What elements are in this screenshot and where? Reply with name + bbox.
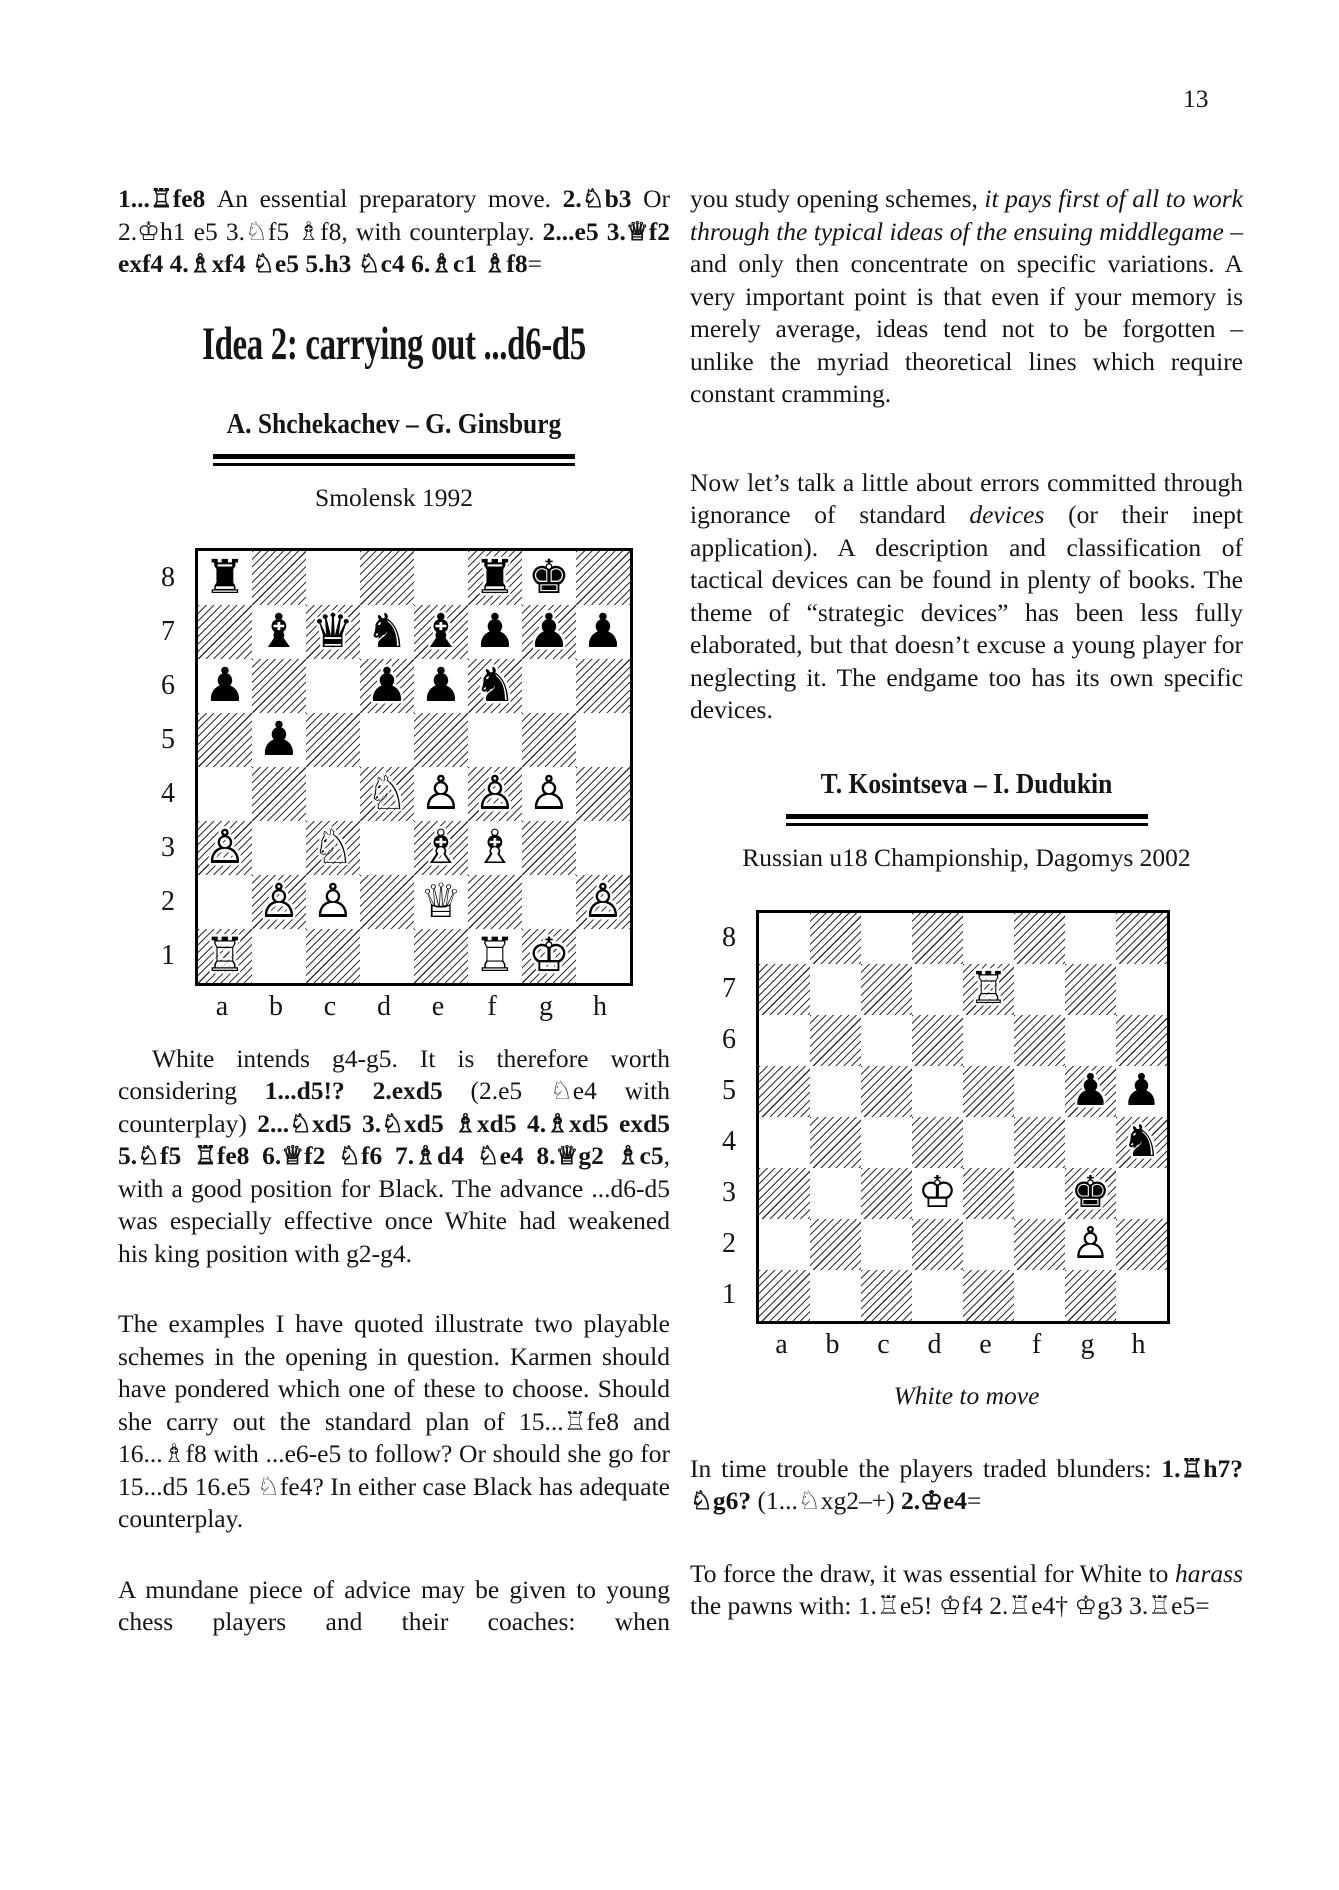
square-c7 xyxy=(306,605,360,659)
rank-label-1: 1 xyxy=(722,1279,736,1310)
file-label-e: e xyxy=(431,990,445,1022)
square-g1 xyxy=(1065,1270,1116,1321)
square-a8 xyxy=(759,913,810,964)
text-run: An essential preparatory move. xyxy=(216,184,563,213)
square-f3 xyxy=(1014,1168,1065,1219)
square-g4 xyxy=(1065,1117,1116,1168)
black-pawn-piece: ♟ xyxy=(419,658,463,713)
file-label-f: f xyxy=(1031,1328,1042,1360)
square-e3 xyxy=(414,821,468,875)
file-label-b: b xyxy=(825,1328,840,1360)
black-pawn-piece: ♟ xyxy=(257,712,301,767)
black-king-piece: ♚ xyxy=(527,550,571,605)
rank-label-3: 3 xyxy=(722,1177,736,1208)
square-e5 xyxy=(963,1066,1014,1117)
black-pawn-piece: ♟ xyxy=(527,604,571,659)
square-g8 xyxy=(1065,913,1116,964)
square-f5 xyxy=(468,713,522,767)
file-label-d: d xyxy=(927,1328,942,1360)
square-h7 xyxy=(576,605,630,659)
white-rook-piece: ♖ xyxy=(203,928,247,983)
square-h4 xyxy=(576,767,630,821)
rank-label-5: 5 xyxy=(161,723,175,755)
square-f1 xyxy=(468,929,522,983)
square-g7 xyxy=(522,605,576,659)
file-label-f: f xyxy=(487,990,497,1022)
white-knight-piece: ♘ xyxy=(311,820,355,875)
black-rook-piece: ♜ xyxy=(203,550,247,605)
square-g8 xyxy=(522,551,576,605)
square-d7 xyxy=(360,605,414,659)
rank-label-2: 2 xyxy=(161,885,175,917)
chess-board xyxy=(756,910,1170,1324)
black-knight-piece: ♞ xyxy=(1121,1116,1162,1167)
file-label-b: b xyxy=(269,990,283,1022)
white-king-piece: ♔ xyxy=(527,928,571,983)
square-f4 xyxy=(1014,1117,1065,1168)
text-run: (1...♘xg2–+) xyxy=(757,1486,901,1515)
square-e8 xyxy=(963,913,1014,964)
square-g5 xyxy=(1065,1066,1116,1117)
divider-rule xyxy=(213,454,575,466)
text-run: = xyxy=(527,249,542,278)
square-g5 xyxy=(522,713,576,767)
square-d1 xyxy=(912,1270,963,1321)
square-a5 xyxy=(198,713,252,767)
black-pawn-piece: ♟ xyxy=(365,658,409,713)
square-f7 xyxy=(468,605,522,659)
text-run: White intends g4-g5. It is therefore worth considering xyxy=(118,1043,670,1105)
black-knight-piece: ♞ xyxy=(473,658,517,713)
advice-paragraph xyxy=(118,1574,670,1639)
square-f5 xyxy=(1014,1066,1065,1117)
square-h7 xyxy=(1116,964,1167,1015)
move-notation: 1...♖fe8 xyxy=(118,184,217,213)
square-b3 xyxy=(252,821,306,875)
square-b1 xyxy=(810,1270,861,1321)
square-f8 xyxy=(468,551,522,605)
square-a7 xyxy=(198,605,252,659)
square-d4 xyxy=(912,1117,963,1168)
square-b6 xyxy=(810,1015,861,1066)
black-pawn-piece: ♟ xyxy=(473,604,517,659)
blunders-paragraph xyxy=(690,1453,1243,1518)
file-label-a: a xyxy=(775,1328,788,1360)
black-queen-piece: ♛ xyxy=(311,604,355,659)
divider-rule xyxy=(786,814,1148,826)
square-b3 xyxy=(810,1168,861,1219)
rank-label-6: 6 xyxy=(161,669,175,701)
white-rook-piece: ♖ xyxy=(473,928,517,983)
square-d4 xyxy=(360,767,414,821)
square-h8 xyxy=(576,551,630,605)
square-a3 xyxy=(759,1168,810,1219)
square-d2 xyxy=(360,875,414,929)
square-b2 xyxy=(810,1219,861,1270)
square-a4 xyxy=(198,767,252,821)
move-notation: 2...e5 3.♕f2 exf4 4.♗xf4 ♘e5 5.h3 ♘c4 6.♗c1 ♗f8 xyxy=(118,216,670,278)
black-pawn-piece: ♟ xyxy=(203,658,247,713)
game2-players: T. Kosintseva – I. Dudukin xyxy=(820,767,1113,800)
square-e8 xyxy=(414,551,468,605)
game2-event: Russian u18 Championship, Dagomys 2002 xyxy=(742,842,1191,872)
rank-label-3: 3 xyxy=(161,831,175,863)
square-d5 xyxy=(360,713,414,767)
square-g6 xyxy=(522,659,576,713)
rank-label-4: 4 xyxy=(161,777,175,809)
chess-diagram-2 xyxy=(714,910,1243,1361)
square-g2 xyxy=(522,875,576,929)
game1-event: Smolensk 1992 xyxy=(315,482,473,512)
rank-label-7: 7 xyxy=(161,615,175,647)
square-a8 xyxy=(198,551,252,605)
page-number: 13 xyxy=(1183,84,1209,113)
square-a6 xyxy=(759,1015,810,1066)
square-f3 xyxy=(468,821,522,875)
square-f4 xyxy=(468,767,522,821)
square-b2 xyxy=(252,875,306,929)
square-c8 xyxy=(306,551,360,605)
emphasis-text: harass xyxy=(1174,1558,1243,1588)
square-h6 xyxy=(1116,1015,1167,1066)
emphasis-text: devices xyxy=(969,500,1045,529)
square-c6 xyxy=(861,1015,912,1066)
square-g6 xyxy=(1065,1015,1116,1066)
file-label-g: g xyxy=(1080,1328,1095,1360)
square-d1 xyxy=(360,929,414,983)
file-label-g: g xyxy=(539,990,553,1022)
rank-label-5: 5 xyxy=(722,1075,736,1106)
square-b4 xyxy=(252,767,306,821)
chess-board xyxy=(195,548,633,986)
square-d6 xyxy=(360,659,414,713)
square-a2 xyxy=(198,875,252,929)
square-c3 xyxy=(306,821,360,875)
left-column xyxy=(118,183,670,1639)
square-c7 xyxy=(861,964,912,1015)
game1-players: A. Shchekachev – G. Ginsburg xyxy=(226,407,562,440)
white-pawn-piece: ♙ xyxy=(311,874,355,929)
white-bishop-piece: ♗ xyxy=(419,820,463,875)
draw-paragraph xyxy=(690,1558,1243,1623)
square-c8 xyxy=(861,913,912,964)
square-f1 xyxy=(1014,1270,1065,1321)
square-e5 xyxy=(414,713,468,767)
square-g3 xyxy=(1065,1168,1116,1219)
square-a1 xyxy=(198,929,252,983)
black-pawn-piece: ♟ xyxy=(581,604,625,659)
black-bishop-piece: ♝ xyxy=(257,604,301,659)
moves-paragraph xyxy=(118,183,670,281)
file-label-d: d xyxy=(377,990,391,1022)
file-label-a: a xyxy=(215,990,229,1022)
black-knight-piece: ♞ xyxy=(365,604,409,659)
board-area xyxy=(153,548,670,986)
board-area xyxy=(714,910,1243,1324)
square-c1 xyxy=(861,1270,912,1321)
square-e4 xyxy=(963,1117,1014,1168)
square-e2 xyxy=(414,875,468,929)
square-e7 xyxy=(963,964,1014,1015)
white-king-piece: ♔ xyxy=(917,1167,958,1218)
white-pawn-piece: ♙ xyxy=(257,874,301,929)
square-c3 xyxy=(861,1168,912,1219)
square-b8 xyxy=(252,551,306,605)
rank-label-7: 7 xyxy=(722,973,736,1004)
diagram-caption: White to move xyxy=(893,1380,1040,1410)
text-run: the pawns with: 1.♖e5! ♔f4 2.♖e4† ♔g3 3.♖e5= xyxy=(690,1591,1210,1620)
file-labels xyxy=(756,1329,1243,1361)
square-c4 xyxy=(306,767,360,821)
square-b1 xyxy=(252,929,306,983)
square-d6 xyxy=(912,1015,963,1066)
square-h4 xyxy=(1116,1117,1167,1168)
text-run: – and only then concentrate on specific variations. A very important point is that even if your memory is merely average, ideas tend not to be forgotten – unlike the myriad theoretical lines which require constant cramming. xyxy=(690,216,1243,408)
square-c4 xyxy=(861,1117,912,1168)
square-b4 xyxy=(810,1117,861,1168)
square-f6 xyxy=(1014,1015,1065,1066)
chess-diagram-1 xyxy=(153,548,670,1023)
square-g1 xyxy=(522,929,576,983)
square-d7 xyxy=(912,964,963,1015)
file-label-h: h xyxy=(593,990,607,1022)
square-a5 xyxy=(759,1066,810,1117)
square-f7 xyxy=(1014,964,1065,1015)
text-run: (2.e5 ♘e4 with counterplay) xyxy=(118,1076,670,1138)
move-notation: 1.♖h7? ♘g6? xyxy=(690,1453,1243,1515)
square-h2 xyxy=(576,875,630,929)
black-king-piece: ♚ xyxy=(1070,1167,1111,1218)
rank-labels xyxy=(714,910,744,1321)
rank-label-4: 4 xyxy=(722,1126,736,1157)
square-c2 xyxy=(861,1219,912,1270)
text-run: , with a good position for Black. The advance ...d6-d5 was especially effective once White had weakened his king position with g2-g4. xyxy=(118,1141,670,1268)
square-d5 xyxy=(912,1066,963,1117)
square-e6 xyxy=(963,1015,1014,1066)
move-notation: 2.♔e4 xyxy=(900,1486,968,1515)
square-h5 xyxy=(576,713,630,767)
text-run: = xyxy=(967,1486,982,1515)
square-d8 xyxy=(360,551,414,605)
square-h3 xyxy=(576,821,630,875)
square-g2 xyxy=(1065,1219,1116,1270)
square-d3 xyxy=(912,1168,963,1219)
text-run: (or their inept application). A description and classification of tactical devices can be found in plenty of books. The theme of “strategic devices” has been less fully elaborated, but that doesn’t excuse a young player for neglecting it. The endgame too has its own specific devices. xyxy=(690,500,1243,724)
black-pawn-piece: ♟ xyxy=(1121,1065,1162,1116)
square-h2 xyxy=(1116,1219,1167,1270)
square-e7 xyxy=(414,605,468,659)
square-g7 xyxy=(1065,964,1116,1015)
square-a7 xyxy=(759,964,810,1015)
rank-label-6: 6 xyxy=(722,1024,736,1055)
square-c1 xyxy=(306,929,360,983)
square-g4 xyxy=(522,767,576,821)
square-f8 xyxy=(1014,913,1065,964)
square-d8 xyxy=(912,913,963,964)
square-c5 xyxy=(861,1066,912,1117)
devices-paragraph xyxy=(690,467,1243,727)
analysis-paragraph xyxy=(118,1043,670,1271)
rank-labels xyxy=(153,548,183,983)
square-a2 xyxy=(759,1219,810,1270)
white-pawn-piece: ♙ xyxy=(419,766,463,821)
white-rook-piece: ♖ xyxy=(968,963,1009,1014)
white-pawn-piece: ♙ xyxy=(203,820,247,875)
square-f2 xyxy=(1014,1219,1065,1270)
square-c2 xyxy=(306,875,360,929)
white-pawn-piece: ♙ xyxy=(473,766,517,821)
right-column xyxy=(690,183,1243,1623)
square-b5 xyxy=(252,713,306,767)
file-labels xyxy=(195,991,670,1023)
continuation-paragraph xyxy=(690,183,1243,411)
text-run: you study opening schemes, xyxy=(690,184,985,213)
move-notation: 2.♘b3 xyxy=(562,184,644,213)
square-e2 xyxy=(963,1219,1014,1270)
black-rook-piece: ♜ xyxy=(473,550,517,605)
rank-label-8: 8 xyxy=(722,922,736,953)
rank-label-2: 2 xyxy=(722,1228,736,1259)
square-h1 xyxy=(1116,1270,1167,1321)
text-run: Now let’s talk a little about errors committed through ignorance of standard xyxy=(690,467,1243,529)
square-d3 xyxy=(360,821,414,875)
white-knight-piece: ♘ xyxy=(365,766,409,821)
square-c5 xyxy=(306,713,360,767)
text-run: A mundane piece of advice may be given to young chess players and their coaches: when xyxy=(118,1574,670,1636)
square-d2 xyxy=(912,1219,963,1270)
square-a3 xyxy=(198,821,252,875)
square-b5 xyxy=(810,1066,861,1117)
square-e3 xyxy=(963,1168,1014,1219)
move-notation: 1...d5!? 2.exd5 xyxy=(264,1076,471,1105)
file-label-c: c xyxy=(877,1328,890,1360)
square-b7 xyxy=(810,964,861,1015)
rank-label-1: 1 xyxy=(161,939,175,971)
black-bishop-piece: ♝ xyxy=(419,604,463,659)
square-a6 xyxy=(198,659,252,713)
section-heading: Idea 2: carrying out ...d6-d5 xyxy=(202,317,586,370)
square-e4 xyxy=(414,767,468,821)
text-run: The examples I have quoted illustrate two playable schemes in the opening in question. Karmen should have pondered which one of these to choose. Should she carry out the standard plan of 15...♖fe8 and 16...♗f8 with ...e6-e5 to follow? Or should she go for 15...d5 16.e5 ♘fe4? In either case Black has adequate counterplay. xyxy=(118,1309,670,1533)
square-h5 xyxy=(1116,1066,1167,1117)
square-e6 xyxy=(414,659,468,713)
square-f2 xyxy=(468,875,522,929)
white-bishop-piece: ♗ xyxy=(473,820,517,875)
white-pawn-piece: ♙ xyxy=(527,766,571,821)
text-run: In time trouble the players traded blunders: xyxy=(690,1453,1162,1483)
file-label-c: c xyxy=(323,990,337,1022)
square-b7 xyxy=(252,605,306,659)
white-pawn-piece: ♙ xyxy=(1070,1218,1111,1269)
square-a1 xyxy=(759,1270,810,1321)
white-queen-piece: ♕ xyxy=(419,874,463,929)
square-e1 xyxy=(963,1270,1014,1321)
square-h8 xyxy=(1116,913,1167,964)
square-b8 xyxy=(810,913,861,964)
square-e1 xyxy=(414,929,468,983)
square-h6 xyxy=(576,659,630,713)
file-label-h: h xyxy=(1131,1328,1146,1360)
square-g3 xyxy=(522,821,576,875)
white-pawn-piece: ♙ xyxy=(581,874,625,929)
text-run: Or 2.♔h1 e5 3.♘f5 ♗f8, with counterplay. xyxy=(118,184,671,246)
square-f6 xyxy=(468,659,522,713)
black-pawn-piece: ♟ xyxy=(1070,1065,1111,1116)
text-run: To force the draw, it was essential for White to xyxy=(690,1558,1175,1588)
square-h3 xyxy=(1116,1168,1167,1219)
file-label-e: e xyxy=(979,1328,992,1360)
move-notation: 2...♘xd5 3.♘xd5 ♗xd5 4.♗xd5 exd5 5.♘f5 ♖fe8 6.♕f2 ♘f6 7.♗d4 ♘e4 8.♕g2 ♗c5 xyxy=(118,1108,671,1170)
commentary-paragraph xyxy=(118,1308,670,1536)
square-a4 xyxy=(759,1117,810,1168)
square-h1 xyxy=(576,929,630,983)
emphasis-text: it pays first of all to work through the typical ideas of the ensuing middlegame xyxy=(690,184,1243,246)
rank-label-8: 8 xyxy=(161,561,175,593)
square-c6 xyxy=(306,659,360,713)
square-b6 xyxy=(252,659,306,713)
